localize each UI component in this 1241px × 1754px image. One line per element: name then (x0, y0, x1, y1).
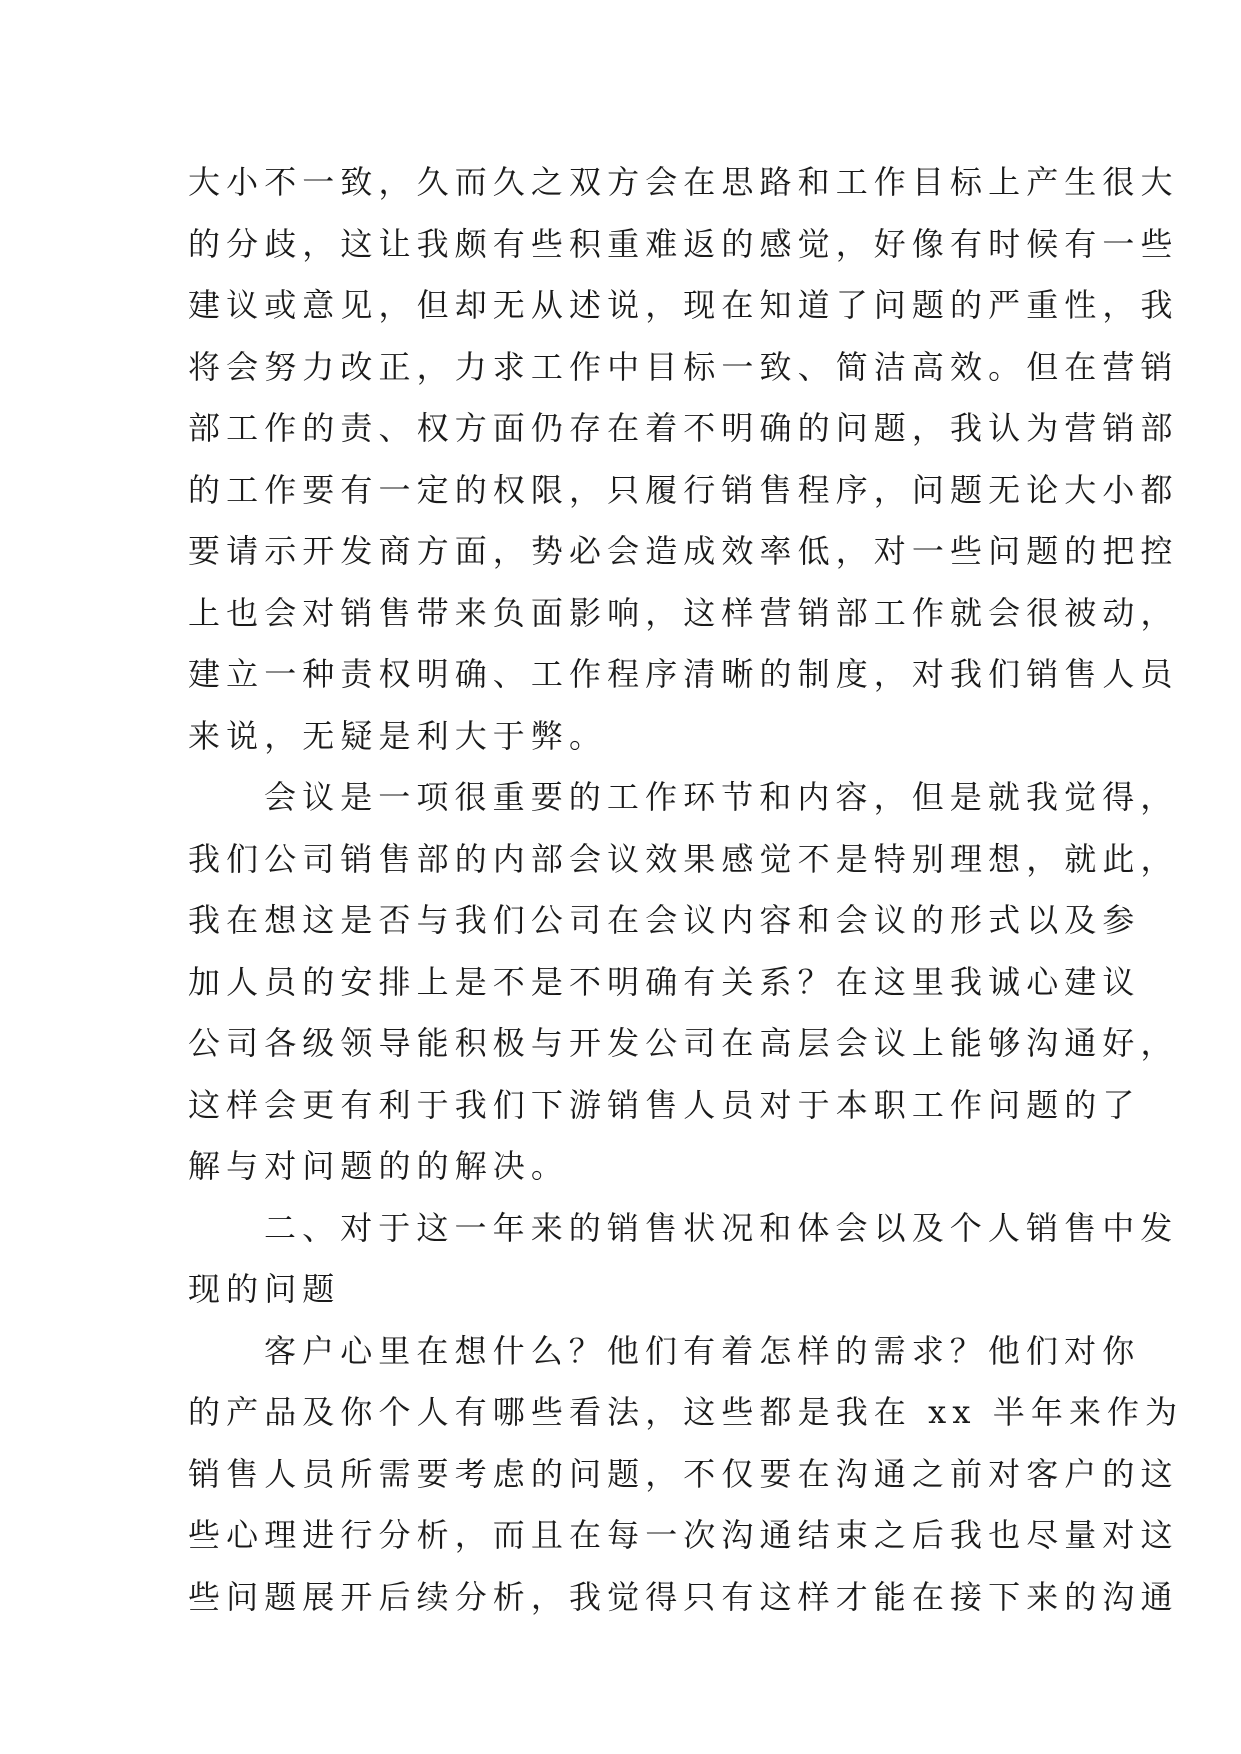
text-line: 解与对问题的的解决。 (188, 1147, 570, 1185)
text-line: 些心理进行分析，而且在每一次沟通结束之后我也尽量对这 (188, 1516, 1179, 1554)
text-line: 我们公司销售部的内部会议效果感觉不是特别理想，就此， (188, 839, 1179, 878)
text-line: 大小不一致，久而久之双方会在思路和工作目标上产生很大 (188, 163, 1179, 201)
text-line: 来说，无疑是利大于弊。 (188, 716, 608, 755)
text-line: 要请示开发商方面，势必会造成效率低，对一些问题的把控 (188, 532, 1179, 570)
paragraph-start-line: 客户心里在想什么？他们有着怎样的需求？他们对你 (264, 1331, 1141, 1370)
text-line: 将会努力改正，力求工作中目标一致、简洁高效。但在营销 (188, 347, 1179, 386)
document-body (188, 152, 1184, 1628)
text-line: 的产品及你个人有哪些看法，这些都是我在 xx 半年来作为 (188, 1393, 1184, 1431)
text-line: 建议或意见，但却无从述说，现在知道了问题的严重性，我 (188, 286, 1179, 324)
text-line: 的分歧，这让我颇有些积重难返的感觉，好像有时候有一些 (188, 224, 1179, 263)
section-heading-line: 二、对于这一年来的销售状况和体会以及个人销售中发 (264, 1208, 1179, 1247)
text-line: 我在想这是否与我们公司在会议内容和会议的形式以及参 (188, 901, 1141, 939)
text-line: 公司各级领导能积极与开发公司在高层会议上能够沟通好， (188, 1024, 1179, 1062)
text-line: 的工作要有一定的权限，只履行销售程序，问题无论大小都 (188, 470, 1179, 509)
text-line: 销售人员所需要考虑的问题，不仅要在沟通之前对客户的这 (188, 1454, 1179, 1493)
text-line: 建立一种责权明确、工作程序清晰的制度，对我们销售人员 (188, 655, 1179, 693)
text-line: 上也会对销售带来负面影响，这样营销部工作就会很被动， (188, 593, 1179, 632)
text-line: 部工作的责、权方面仍存在着不明确的问题，我认为营销部 (188, 409, 1179, 447)
text-line: 加人员的安排上是不是不明确有关系？在这里我诚心建议 (188, 962, 1141, 1001)
paragraph-start-line: 会议是一项很重要的工作环节和内容，但是就我觉得， (264, 778, 1179, 816)
text-line: 些问题展开后续分析，我觉得只有这样才能在接下来的沟通 (188, 1577, 1179, 1616)
text-line: 这样会更有利于我们下游销售人员对于本职工作问题的了 (188, 1085, 1141, 1124)
section-heading-line: 现的问题 (188, 1270, 341, 1308)
